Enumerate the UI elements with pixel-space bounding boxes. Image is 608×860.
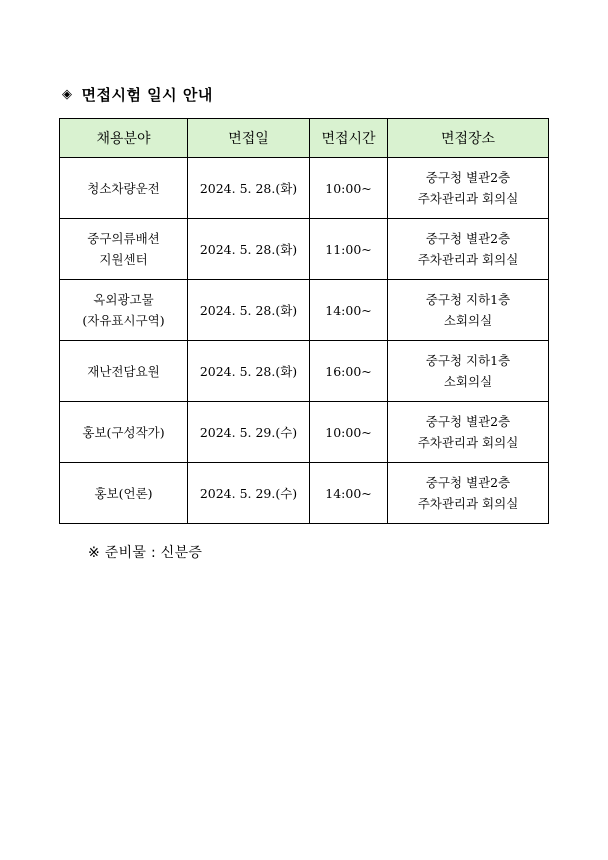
cell-field: 중구의류배션 지원센터: [60, 219, 188, 280]
cell-date: 2024. 5. 29.(수): [188, 463, 310, 524]
table-row: [60, 341, 549, 402]
cell-date: 2024. 5. 28.(화): [188, 219, 310, 280]
cell-date: 2024. 5. 29.(수): [188, 402, 310, 463]
cell-date: 2024. 5. 28.(화): [188, 280, 310, 341]
cell-place: 중구청 별관2층 주차관리과 회의실: [388, 158, 549, 219]
preparation-note: ※ 준비물 : 신분증: [88, 545, 203, 561]
table-row: [60, 280, 549, 341]
cell-field: 홍보(구성작가): [60, 402, 188, 463]
cell-field: 옥외광고물 (자유표시구역): [60, 280, 188, 341]
header-field: 채용분야: [60, 119, 188, 158]
header-date: 면접일: [188, 119, 310, 158]
cell-time: 14:00~: [310, 463, 388, 524]
diamond-bullet-icon: ◈: [62, 87, 73, 102]
table-row: [60, 219, 549, 280]
cell-time: 14:00~: [310, 280, 388, 341]
cell-time: 11:00~: [310, 219, 388, 280]
cell-field: 홍보(언론): [60, 463, 188, 524]
cell-field: 청소차량운전: [60, 158, 188, 219]
table-row: [60, 158, 549, 219]
cell-time: 16:00~: [310, 341, 388, 402]
header-place: 면접장소: [388, 119, 549, 158]
table-header-row: [60, 119, 549, 158]
header-time: 면접시간: [310, 119, 388, 158]
cell-place: 중구청 별관2층 주차관리과 회의실: [388, 402, 549, 463]
cell-date: 2024. 5. 28.(화): [188, 158, 310, 219]
table-row: [60, 463, 549, 524]
cell-place: 중구청 별관2층 주차관리과 회의실: [388, 463, 549, 524]
interview-schedule-table: [59, 118, 549, 524]
cell-place: 중구청 지하1층 소회의실: [388, 341, 549, 402]
cell-time: 10:00~: [310, 158, 388, 219]
cell-time: 10:00~: [310, 402, 388, 463]
cell-place: 중구청 별관2층 주차관리과 회의실: [388, 219, 549, 280]
section-title: 면접시험 일시 안내: [81, 86, 213, 104]
cell-date: 2024. 5. 28.(화): [188, 341, 310, 402]
table-row: [60, 402, 549, 463]
section-heading: [62, 84, 213, 105]
cell-place: 중구청 지하1층 소회의실: [388, 280, 549, 341]
cell-field: 재난전담요원: [60, 341, 188, 402]
